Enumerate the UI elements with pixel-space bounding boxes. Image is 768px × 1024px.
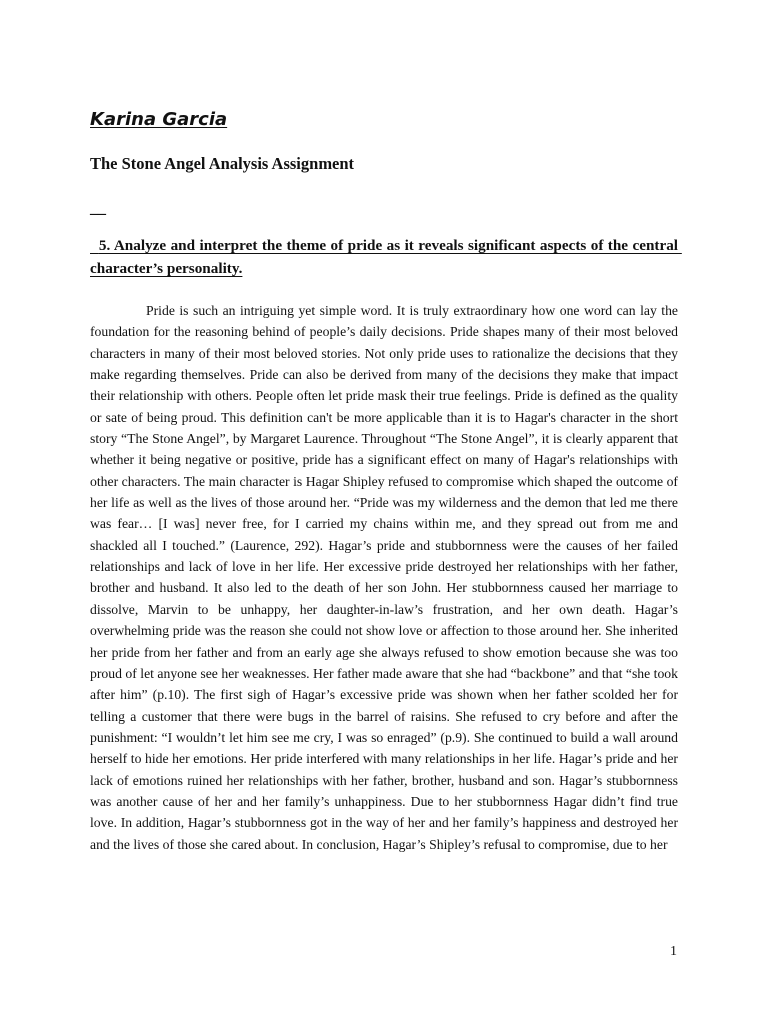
short-rule: __ xyxy=(90,200,106,217)
author-name: Karina Garcia xyxy=(90,109,228,130)
page-number: 1 xyxy=(670,944,677,959)
body-paragraph: Pride is such an intriguing yet simple word. It is truly extraordinary how one word can lay the foundation for the reasoning behind of people’s daily decisions. Pride shapes many of their most beloved characters in many of their most beloved stories. Not only pride uses to rationalize the decisions that they make regarding themselves. Pride can also be derived from many of the decisions they make that impact their relationship with others. People often let pride mask their true feelings. Pride is defined as the quality or sate of being proud. This definition can't be more applicable than it is to Hagar's character in the short story “The Stone Angel”, by Margaret Laurence. Throughout “The Stone Angel”, it is clearly apparent that whether it being negative or positive, pride has a significant effect on many of Hagar's relationships with other characters. The main character is Hagar Shipley refused to compromise which shaped the outcome of her life as well as the lives of those around her. “Pride was my wilderness and the demon that led me there was fear… [I was] never free, for I carried my chains within me, and they spread out from me and shackled all I touched.” (Laurence, 292). Hagar’s pride and stubbornness were the causes of her failed relationships and lack of love in her life. Her excessive pride destroyed her relationships with her father, brother and husband. It also led to the death of her son John. Her stubbornness caused her marriage to dissolve, Marvin to be unhappy, her daughter-in-law’s frustration, and her own death. Hagar’s overwhelming pride was the reason she could not show love or affection to those around her. She inherited her pride from her father and from an early age she always refused to show emotion because she was too proud of let anyone see her weaknesses. Her father made aware that she had “backbone” and that “she took after him” (p.10). The first sigh of Hagar’s excessive pride was shown when her father scolded her for telling a customer that there were bugs in the barrel of raisins. She refused to cry before and after the punishment: “I wouldn’t let him see me cry, I was so enraged” (p.9). She continued to build a wall around herself to hide her emotions. Her pride interfered with many relationships in her life. Hagar’s pride and her lack of emotions ruined her relationships with her father, brother, husband and son. Hagar’s stubbornness was another cause of her and her family’s unhappiness. Due to her stubbornness Hagar didn’t find true love. In addition, Hagar’s stubbornness got in the way of her and her family’s happiness and destroyed her and the lives of those she cared about. In conclusion, Hagar’s Shipley’s refusal to compromise, due to her xyxy=(90,303,678,852)
assignment-question: 5. Analyze and interpret the theme of pride as it reveals significant aspects of the central character’s personality. xyxy=(90,237,682,277)
document-title: The Stone Angel Analysis Assignment xyxy=(90,154,355,173)
